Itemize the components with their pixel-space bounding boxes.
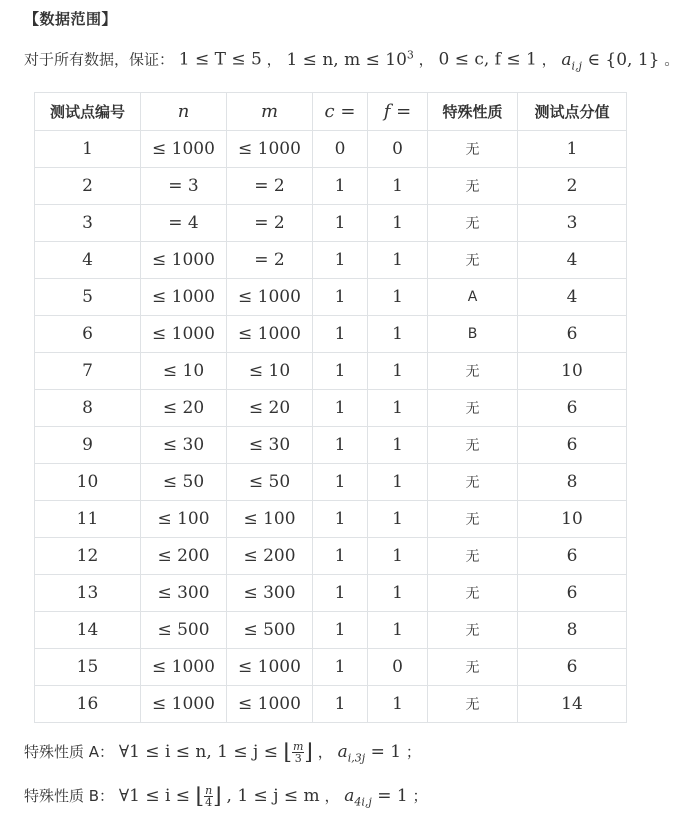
cell-special-property: 无 bbox=[428, 464, 518, 501]
cell-testcase-id: 15 bbox=[35, 649, 141, 686]
cell-n: ≤ 10 bbox=[141, 353, 227, 390]
cell-f: 1 bbox=[368, 279, 428, 316]
header-m: m bbox=[227, 93, 313, 131]
property-b-quantifier: ∀1 ≤ i ≤ bbox=[118, 786, 196, 806]
cell-special-property: 无 bbox=[428, 427, 518, 464]
section-title: 【数据范围】 bbox=[24, 10, 118, 28]
cell-special-property: 无 bbox=[428, 538, 518, 575]
constraint-a-subscript: i,j bbox=[571, 59, 582, 73]
cell-f: 0 bbox=[368, 131, 428, 168]
cell-m: ≤ 100 bbox=[227, 501, 313, 538]
cell-testcase-id: 12 bbox=[35, 538, 141, 575]
cell-special-property: 无 bbox=[428, 501, 518, 538]
fraction-n-over-4 bbox=[204, 785, 213, 808]
fraction-numerator: n bbox=[205, 784, 213, 797]
cell-testcase-id: 8 bbox=[35, 390, 141, 427]
cell-n: ≤ 1000 bbox=[141, 686, 227, 723]
cell-score: 6 bbox=[518, 649, 627, 686]
cell-testcase-id: 10 bbox=[35, 464, 141, 501]
cell-f: 1 bbox=[368, 575, 428, 612]
cell-score: 2 bbox=[518, 168, 627, 205]
property-b-equation bbox=[344, 786, 408, 809]
header-n: n bbox=[141, 93, 227, 131]
constraints-line bbox=[24, 48, 679, 72]
cell-c: 1 bbox=[313, 390, 368, 427]
property-a-var: a bbox=[337, 742, 348, 762]
cell-score: 6 bbox=[518, 316, 627, 353]
table-row bbox=[35, 168, 627, 205]
cell-special-property: 无 bbox=[428, 686, 518, 723]
cell-testcase-id: 6 bbox=[35, 316, 141, 353]
cell-f: 1 bbox=[368, 538, 428, 575]
cell-f: 1 bbox=[368, 501, 428, 538]
header-score: 测试点分值 bbox=[518, 93, 627, 131]
cell-n: ≤ 1000 bbox=[141, 131, 227, 168]
cell-m: = 2 bbox=[227, 205, 313, 242]
property-a-rhs: = 1 bbox=[365, 742, 402, 762]
cell-special-property: 无 bbox=[428, 649, 518, 686]
cell-n: = 4 bbox=[141, 205, 227, 242]
cell-testcase-id: 4 bbox=[35, 242, 141, 279]
property-a-end: ； bbox=[405, 743, 421, 761]
cell-special-property: 无 bbox=[428, 612, 518, 649]
cell-m: ≤ 20 bbox=[227, 390, 313, 427]
cell-f: 1 bbox=[368, 316, 428, 353]
header-f: f = bbox=[368, 93, 428, 131]
table-row bbox=[35, 575, 627, 612]
cell-n: ≤ 200 bbox=[141, 538, 227, 575]
cell-m: ≤ 300 bbox=[227, 575, 313, 612]
cell-m: = 2 bbox=[227, 168, 313, 205]
cell-m: ≤ 1000 bbox=[227, 279, 313, 316]
cell-testcase-id: 7 bbox=[35, 353, 141, 390]
cell-special-property: 无 bbox=[428, 168, 518, 205]
cell-score: 6 bbox=[518, 575, 627, 612]
table-row bbox=[35, 464, 627, 501]
cell-score: 1 bbox=[518, 131, 627, 168]
table-row bbox=[35, 501, 627, 538]
fraction-denominator: 4 bbox=[205, 796, 213, 809]
cell-c: 1 bbox=[313, 205, 368, 242]
fraction-denominator: 3 bbox=[294, 752, 302, 765]
cell-score: 10 bbox=[518, 501, 627, 538]
cell-score: 4 bbox=[518, 279, 627, 316]
cell-special-property: B bbox=[428, 316, 518, 353]
cell-c: 1 bbox=[313, 168, 368, 205]
fraction-m-over-3 bbox=[292, 741, 304, 764]
cell-c: 1 bbox=[313, 538, 368, 575]
cell-f: 1 bbox=[368, 353, 428, 390]
floor-open: ⌊ bbox=[283, 740, 292, 765]
cell-score: 4 bbox=[518, 242, 627, 279]
cell-n: ≤ 20 bbox=[141, 390, 227, 427]
cell-n: ≤ 1000 bbox=[141, 649, 227, 686]
special-property-b bbox=[24, 784, 427, 809]
property-b-var: a bbox=[344, 786, 355, 806]
cell-score: 14 bbox=[518, 686, 627, 723]
cell-c: 1 bbox=[313, 575, 368, 612]
cell-special-property: 无 bbox=[428, 131, 518, 168]
subtask-table bbox=[34, 92, 627, 723]
table-row bbox=[35, 649, 627, 686]
cell-special-property: A bbox=[428, 279, 518, 316]
cell-special-property: 无 bbox=[428, 575, 518, 612]
cell-score: 6 bbox=[518, 427, 627, 464]
constraint-separator: ， bbox=[541, 50, 557, 69]
special-property-a bbox=[24, 740, 421, 765]
constraint-separator: ， bbox=[418, 50, 434, 69]
table-row bbox=[35, 390, 627, 427]
cell-m: = 2 bbox=[227, 242, 313, 279]
cell-n: ≤ 1000 bbox=[141, 242, 227, 279]
cell-testcase-id: 16 bbox=[35, 686, 141, 723]
cell-testcase-id: 11 bbox=[35, 501, 141, 538]
property-b-range-j: , 1 ≤ j ≤ m bbox=[226, 786, 320, 806]
constraints-prefix: 对于所有数据，保证： bbox=[24, 50, 175, 69]
cell-c: 1 bbox=[313, 464, 368, 501]
table-row bbox=[35, 205, 627, 242]
table-row bbox=[35, 427, 627, 464]
cell-testcase-id: 13 bbox=[35, 575, 141, 612]
property-b-separator: ， bbox=[324, 787, 340, 805]
cell-m: ≤ 200 bbox=[227, 538, 313, 575]
table-row bbox=[35, 131, 627, 168]
cell-m: ≤ 1000 bbox=[227, 316, 313, 353]
cell-f: 1 bbox=[368, 427, 428, 464]
constraint-cf: 0 ≤ c, f ≤ 1 bbox=[438, 49, 537, 70]
header-c: c = bbox=[313, 93, 368, 131]
floor-close: ⌋ bbox=[304, 740, 314, 765]
cell-n: ≤ 300 bbox=[141, 575, 227, 612]
table-row bbox=[35, 279, 627, 316]
cell-m: ≤ 1000 bbox=[227, 131, 313, 168]
table-row bbox=[35, 316, 627, 353]
cell-score: 3 bbox=[518, 205, 627, 242]
cell-special-property: 无 bbox=[428, 353, 518, 390]
floor-close: ⌋ bbox=[213, 784, 222, 809]
cell-c: 0 bbox=[313, 131, 368, 168]
cell-c: 1 bbox=[313, 242, 368, 279]
cell-score: 6 bbox=[518, 390, 627, 427]
cell-n: ≤ 30 bbox=[141, 427, 227, 464]
table-row bbox=[35, 686, 627, 723]
cell-n: ≤ 500 bbox=[141, 612, 227, 649]
cell-f: 1 bbox=[368, 242, 428, 279]
cell-f: 1 bbox=[368, 205, 428, 242]
constraint-a-set: ∈ {0, 1} bbox=[581, 49, 660, 70]
cell-m: ≤ 10 bbox=[227, 353, 313, 390]
floor-open: ⌊ bbox=[195, 784, 205, 809]
cell-special-property: 无 bbox=[428, 205, 518, 242]
constraints-suffix: 。 bbox=[664, 50, 680, 69]
table-row bbox=[35, 612, 627, 649]
cell-testcase-id: 14 bbox=[35, 612, 141, 649]
table-header-row bbox=[35, 93, 627, 131]
constraint-nm bbox=[286, 50, 413, 70]
cell-testcase-id: 3 bbox=[35, 205, 141, 242]
cell-score: 6 bbox=[518, 538, 627, 575]
property-a-separator: ， bbox=[317, 743, 333, 761]
cell-f: 1 bbox=[368, 390, 428, 427]
cell-c: 1 bbox=[313, 649, 368, 686]
cell-n: ≤ 1000 bbox=[141, 279, 227, 316]
cell-f: 1 bbox=[368, 464, 428, 501]
cell-f: 1 bbox=[368, 612, 428, 649]
constraint-a-var: a bbox=[561, 49, 572, 70]
property-b-end: ； bbox=[412, 787, 428, 805]
cell-m: ≤ 30 bbox=[227, 427, 313, 464]
property-a-equation bbox=[337, 742, 402, 765]
cell-testcase-id: 5 bbox=[35, 279, 141, 316]
constraint-t: 1 ≤ T ≤ 5 bbox=[178, 49, 262, 70]
property-b-rhs: = 1 bbox=[371, 786, 408, 806]
cell-n: = 3 bbox=[141, 168, 227, 205]
cell-c: 1 bbox=[313, 279, 368, 316]
cell-score: 10 bbox=[518, 353, 627, 390]
cell-c: 1 bbox=[313, 612, 368, 649]
property-b-subscript: 4i,j bbox=[354, 795, 372, 809]
constraint-separator: ， bbox=[266, 50, 282, 69]
cell-n: ≤ 50 bbox=[141, 464, 227, 501]
cell-c: 1 bbox=[313, 686, 368, 723]
cell-score: 8 bbox=[518, 612, 627, 649]
cell-m: ≤ 1000 bbox=[227, 649, 313, 686]
cell-m: ≤ 500 bbox=[227, 612, 313, 649]
cell-special-property: 无 bbox=[428, 390, 518, 427]
cell-testcase-id: 2 bbox=[35, 168, 141, 205]
property-a-quantifier: ∀1 ≤ i ≤ n, 1 ≤ j ≤ bbox=[118, 742, 284, 762]
cell-c: 1 bbox=[313, 501, 368, 538]
property-a-label: 特殊性质 A： bbox=[24, 743, 115, 761]
cell-testcase-id: 9 bbox=[35, 427, 141, 464]
constraint-nm-exponent: 3 bbox=[406, 48, 414, 61]
header-special-property: 特殊性质 bbox=[428, 93, 518, 131]
header-testcase-id: 测试点编号 bbox=[35, 93, 141, 131]
property-b-label: 特殊性质 B： bbox=[24, 787, 115, 805]
cell-m: ≤ 50 bbox=[227, 464, 313, 501]
cell-f: 0 bbox=[368, 649, 428, 686]
property-a-subscript: i,3j bbox=[347, 751, 366, 765]
fraction-numerator: m bbox=[292, 740, 304, 753]
cell-special-property: 无 bbox=[428, 242, 518, 279]
constraint-nm-base: 1 ≤ n, m ≤ 10 bbox=[286, 49, 407, 70]
cell-score: 8 bbox=[518, 464, 627, 501]
cell-n: ≤ 1000 bbox=[141, 316, 227, 353]
table-row bbox=[35, 353, 627, 390]
constraint-a bbox=[561, 49, 660, 73]
table-row bbox=[35, 242, 627, 279]
cell-c: 1 bbox=[313, 316, 368, 353]
cell-testcase-id: 1 bbox=[35, 131, 141, 168]
cell-f: 1 bbox=[368, 168, 428, 205]
cell-c: 1 bbox=[313, 353, 368, 390]
cell-f: 1 bbox=[368, 686, 428, 723]
cell-c: 1 bbox=[313, 427, 368, 464]
table-row bbox=[35, 538, 627, 575]
cell-n: ≤ 100 bbox=[141, 501, 227, 538]
cell-m: ≤ 1000 bbox=[227, 686, 313, 723]
